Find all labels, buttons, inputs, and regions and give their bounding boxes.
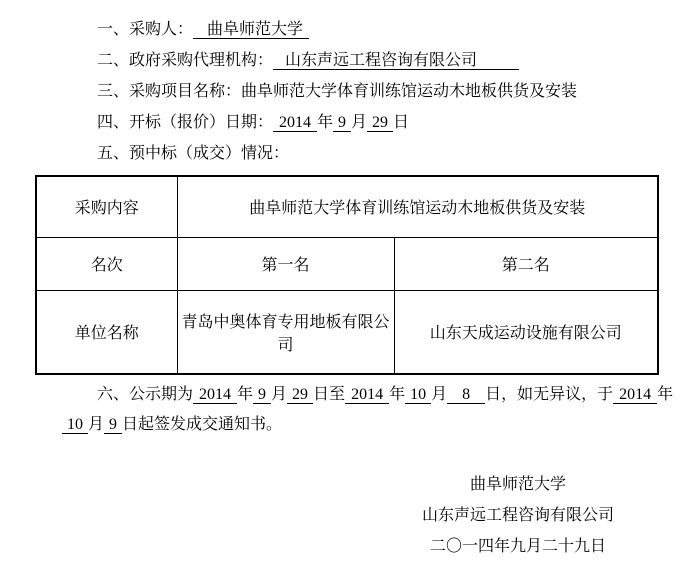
item-agency-label: 二、政府采购代理机构： [97,52,274,69]
notice-end-day: 8 [447,386,485,404]
content-value-cell: 曲阜师范大学体育训练馆运动木地板供货及安装 [177,176,658,237]
bid-date-day-unit: 日 [393,114,410,131]
rank-first-cell: 第一名 [177,237,394,290]
notice-line-1 [62,385,674,405]
item-purchaser-value: 曲阜师范大学 [193,21,309,39]
notice-issue-month: 10 [62,416,88,434]
notice-mid: 日，如无异议，于 [485,386,614,403]
signature-purchaser: 曲阜师范大学 [469,476,566,493]
item-purchaser-label: 一、采购人： [97,21,194,38]
notice-end-year: 2014 [345,386,389,404]
item-agency-value: 山东声远工程咨询有限公司 [273,52,519,70]
notice-unit: 月 [88,416,105,433]
content-header-cell: 采购内容 [36,176,177,237]
item-result-heading [62,144,662,164]
notice-end-month: 10 [405,386,431,404]
notice-unit: 年 [657,386,674,403]
notice-start-month: 9 [253,386,271,404]
table-row-company [36,290,658,374]
table-row-rank [36,237,658,290]
notice-start-day: 29 [287,386,313,404]
notice-tail: 日起签发成交通知书。 [122,416,283,433]
item-bid-date-label: 四、开标（报价）日期： [97,114,274,131]
result-table [35,175,659,375]
notice-issue-day: 9 [104,416,122,434]
item-project-label: 三、采购项目名称： [97,83,242,100]
notice-unit: 月 [431,386,448,403]
notice-start-year: 2014 [193,386,237,404]
bid-date-year-unit: 年 [317,114,334,131]
item-project-value: 曲阜师范大学体育训练馆运动木地板供货及安装 [241,83,578,100]
company-second-cell: 山东天成运动设施有限公司 [394,290,658,374]
item-agency [62,51,662,71]
notice-unit: 年 [237,386,254,403]
notice-issue-year: 2014 [613,386,657,404]
item-purchaser [62,20,662,40]
notice-prefix: 六、公示期为 [97,386,194,403]
bid-date-month: 9 [333,114,351,132]
notice-line-2 [62,415,662,435]
rank-second-cell: 第二名 [394,237,658,290]
company-header-cell: 单位名称 [36,290,177,374]
item-project [62,82,662,102]
company-first-cell: 青岛中奥体育专用地板有限公司 [177,290,394,374]
signature-block [368,475,668,557]
signature-date: 二〇一四年九月二十九日 [429,538,606,555]
notice-unit: 年 [389,386,406,403]
bid-date-month-unit: 月 [351,114,368,131]
notice-to: 日至 [313,386,346,403]
bid-date-year: 2014 [273,114,317,132]
notice-unit: 月 [271,386,288,403]
bid-date-day: 29 [367,114,393,132]
rank-header-cell: 名次 [36,237,177,290]
publicity-notice [62,385,674,435]
table-row-content [36,176,658,237]
signature-agency: 山东声远工程咨询有限公司 [421,507,614,524]
item-bid-date [62,113,662,133]
item-result-heading-label: 五、预中标（成交）情况： [97,145,290,162]
